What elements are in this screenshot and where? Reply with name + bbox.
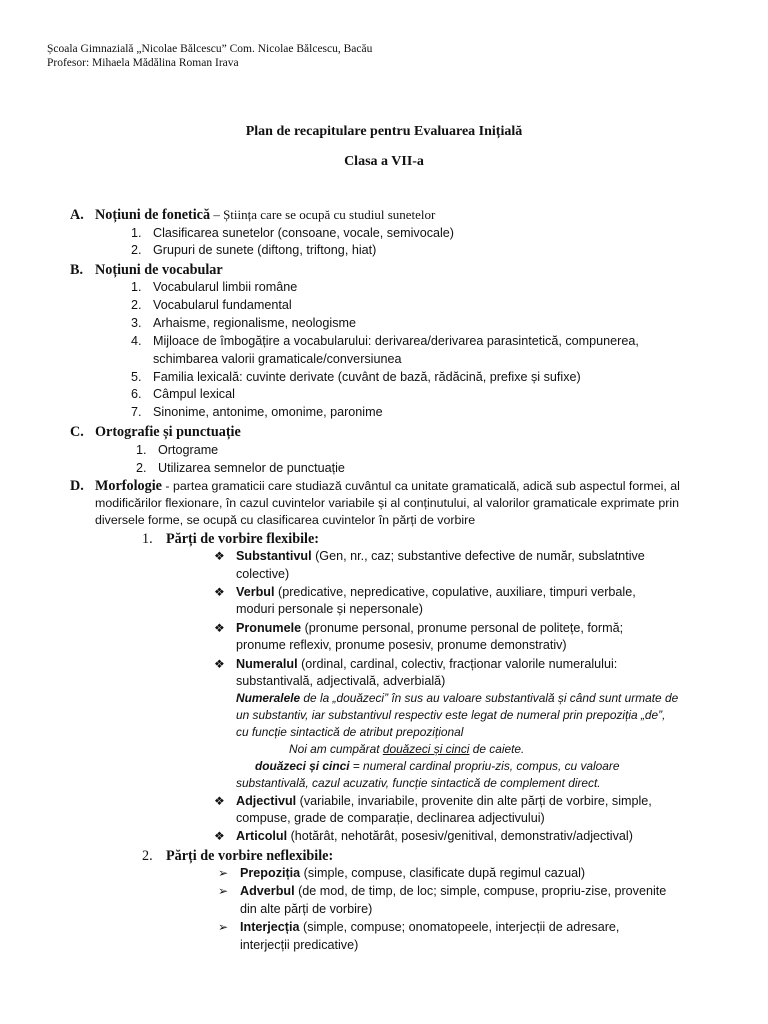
list-item: ➢ Adverbul (de mod, de timp, de loc; simple, compuse, propriu-zise, provenite [218,883,666,901]
list-item: ❖ Articolul (hotărât, nehotărât, posesiv/genitival, demonstrativ/adjectival) [214,828,633,846]
list-item: 2. Grupuri de sunete (diftong, triftong, hiat) [131,243,377,257]
list-item: 4. Mijloace de îmbogățire a vocabularului: derivarea/derivarea parasintetică, compunerea, [131,334,639,348]
list-item-continuation: moduri personale și nepersonale) [236,602,423,616]
subsection-inflexible-heading: 2. Părți de vorbire neflexibile: [142,848,334,864]
paragraph-line: modificărilor flexionare, în cazul cuvintelor variabile și al conținutului, al valorilor gramaticale exprimate prin [95,496,679,510]
section-c-heading: C. Ortografie și punctuație [70,424,241,440]
list-item: ➢ Prepoziția (simple, compuse, clasificate după regimul cazual) [218,865,585,883]
list-item: ➢ Interjecția (simple, compuse; onomatopeele, interjecții de adresare, [218,919,619,937]
list-item: 3. Arhaisme, regionalisme, neologisme [131,316,356,330]
subsection-flexible-heading: 1. Părți de vorbire flexibile: [142,531,320,547]
list-item: 5. Familia lexicală: cuvinte derivate (cuvânt de bază, rădăcină, prefixe și sufixe) [131,370,581,384]
example-sentence: Noi am cumpărat douăzeci și cinci de caiete. [289,742,525,756]
list-item-continuation: interjecții predicative) [240,938,359,952]
page-title: Plan de recapitulare pentru Evaluarea Inițială [245,124,523,139]
list-item-continuation: substantivală, adjectivală, adverbială) [236,674,446,688]
diamond-bullet-icon: ❖ [214,621,225,635]
list-item: 7. Sinonime, antonime, omonime, paronime [131,405,383,419]
list-item-continuation: schimbarea valorii gramaticale/conversiunea [153,352,402,366]
note-line: un substantiv, iar substantivul respectiv este legat de numeral prin prepoziția „de”, [236,708,666,722]
list-item: ❖ Adjectivul (variabile, invariabile, provenite din alte părți de vorbire, simple, [214,793,652,811]
list-item-continuation: compuse, grade de comparație, declinarea adjectivului) [236,811,545,825]
diamond-bullet-icon: ❖ [214,585,225,599]
list-item-continuation: din alte părți de vorbire) [240,902,373,916]
list-item: 1. Vocabularul limbii române [131,280,298,294]
diamond-bullet-icon: ❖ [214,829,225,843]
list-item-continuation: colective) [236,567,290,581]
teacher-header: Profesor: Mihaela Mădălina Roman Irava [47,57,239,69]
example-explanation: douăzeci și cinci = numeral cardinal propriu-zis, compus, cu valoare [255,759,620,773]
paragraph-line: diversele forme, se ocupă cu clasificarea cuvintelor în părți de vorbire [95,513,476,527]
list-item: ❖ Pronumele (pronume personal, pronume personal de politețe, formă; [214,620,623,638]
list-item: ❖ Verbul (predicative, nepredicative, copulative, auxiliare, timpuri verbale, [214,584,636,602]
list-item-continuation: pronume reflexiv, pronume posesiv, pronume demonstrativ) [236,638,567,652]
page-subtitle: Clasa a VII-a [344,154,424,169]
list-item: 2. Utilizarea semnelor de punctuație [136,461,345,475]
list-item: 1. Clasificarea sunetelor (consoane, vocale, semivocale) [131,226,454,240]
section-d-heading: D. Morfologie - partea gramaticii care studiază cuvântul ca unitate gramaticală, adică sub aspectul formei, al [70,478,680,494]
list-item: ❖ Numeralul (ordinal, cardinal, colectiv, fracționar valorile numeralului: [214,656,617,674]
note-line: cu funcție sintactică de atribut prepozițional [236,725,464,739]
diamond-bullet-icon: ❖ [214,549,225,563]
arrow-bullet-icon: ➢ [218,920,229,934]
list-item: 1. Ortograme [136,443,219,457]
school-header: Școala Gimnazială „Nicolae Bălcescu” Com. Nicolae Bălcescu, Bacău [47,43,373,55]
diamond-bullet-icon: ❖ [214,657,225,671]
note-line: Numeralele de la „douăzeci” în sus au valoare substantivală și când sunt urmate de [236,691,679,705]
list-item: 6. Câmpul lexical [131,387,235,401]
section-a-heading: A. Noțiuni de fonetică – Știința care se ocupă cu studiul sunetelor [70,207,436,223]
section-b-heading: B. Noțiuni de vocabular [70,262,223,278]
list-item: 2. Vocabularul fundamental [131,298,292,312]
example-explanation: substantivală, cazul acuzativ, funcție sintactică de complement direct. [236,776,601,790]
arrow-bullet-icon: ➢ [218,884,229,898]
list-item: ❖ Substantivul (Gen, nr., caz; substantive defective de număr, subslatntive [214,548,645,566]
arrow-bullet-icon: ➢ [218,866,229,880]
diamond-bullet-icon: ❖ [214,794,225,808]
